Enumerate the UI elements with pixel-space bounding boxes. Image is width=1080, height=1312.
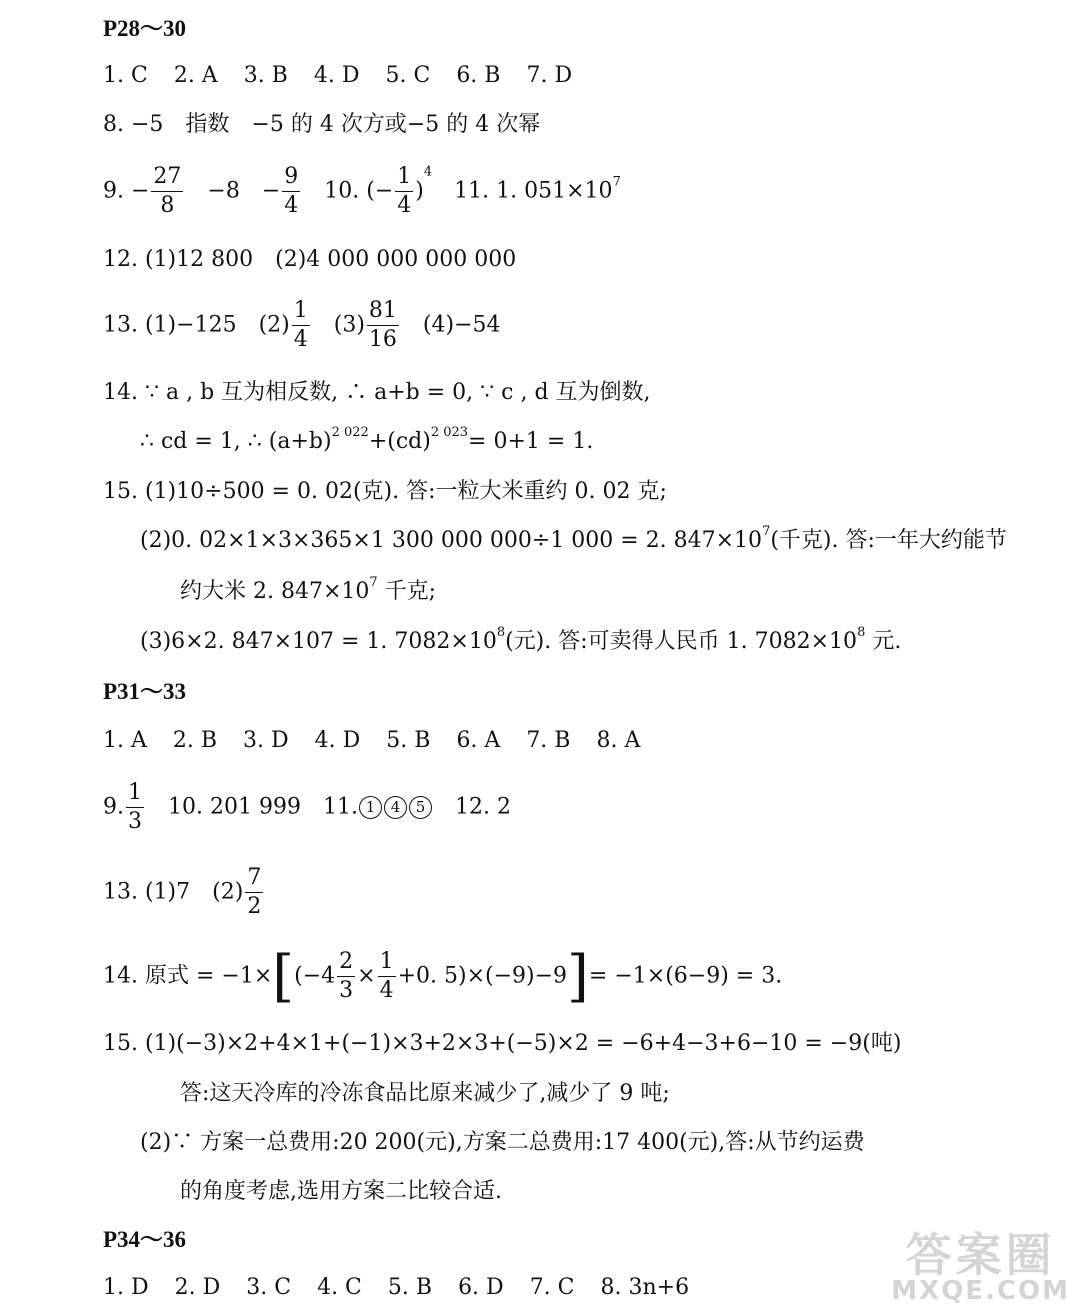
choice-item: 1. C: [103, 63, 148, 88]
answer-15-line2: (2)0. 02×1×3×365×1 300 000 000÷1 000 = 2. $847\times 10^7$(千克). 答:一年大约能节: [140, 524, 1007, 553]
choice-item: 2. A: [173, 63, 218, 88]
choice-item: 2. B: [172, 728, 218, 753]
choice-item: 7. D: [526, 63, 573, 88]
choice-item: 6. B: [456, 63, 501, 88]
fraction: $\frac{1}{4}$: [379, 949, 394, 1003]
choice-item: 5. B: [386, 728, 431, 753]
choice-item: 5. C: [385, 63, 431, 88]
choice-answers-p34: [103, 1274, 715, 1302]
choice-answers-p28: [103, 62, 598, 90]
choice-item: 4. D: [314, 728, 361, 753]
choice-item: 7. C: [529, 1275, 575, 1300]
fraction: $\frac{1}{4}$: [293, 298, 308, 352]
answer-15-p31-line3: (2)∵ 方案一总费用:20 200(元),方案二总费用:17 400(元),答:从节约运费: [140, 1130, 865, 1155]
section-title-p34-36: P34～36: [103, 1227, 187, 1252]
fraction: $\frac{27}{8}$: [153, 164, 182, 218]
answer-8: 8. −5 指数 −5 的 4 次方或−5 的 4 次幂: [103, 112, 541, 137]
choice-item: 3. B: [243, 63, 288, 88]
choice-item: 4. D: [313, 63, 360, 88]
answer-9-12-p31: 9. $\frac{1}{3}$ 10. 201 999 11. 1 4 5 12. 2: [103, 780, 511, 834]
choice-item: 6. A: [456, 728, 501, 753]
choice-item: 8. 3n+6: [600, 1275, 690, 1300]
right-bracket: ]: [567, 943, 589, 1009]
fraction: $\frac{1}{4}$: [397, 164, 412, 218]
choice-item: 5. B: [387, 1275, 433, 1300]
circled-number: 5: [409, 796, 432, 819]
answer-15-line3: 约大米 2. $847\times 10^7$ 千克;: [180, 575, 437, 604]
fraction: $\frac{7}{2}$: [247, 865, 262, 919]
choice-item: 2. D: [174, 1275, 221, 1300]
answer-15-p31-line1: 15. (1)(−3)×2+4×1+(−1)×3+2×3+(−5)×2 = −6+4−3+6−10 = −9(吨): [103, 1031, 902, 1056]
fraction: $\frac{2}{3}$: [339, 949, 354, 1003]
answer-15-line1: 15. (1)10÷500 = 0. 02(克). 答:一粒大米重约 0. 02 克;: [103, 479, 667, 504]
choice-answers-p31: [103, 727, 666, 755]
answer-15-p31-line2: 答:这天冷库的冷冻食品比原来减少了,减少了 9 吨;: [180, 1081, 670, 1106]
choice-item: 6. D: [458, 1275, 504, 1300]
answer-12: 12. (1)12 800 (2)4 000 000 000 000: [103, 247, 517, 272]
choice-item: 1. D: [103, 1275, 149, 1300]
choice-item: 1. A: [103, 728, 147, 753]
section-title-p28-30: P28～30: [103, 16, 187, 41]
answer-13: 13. (1)−125 (2) $\frac{1}{4}$ (3) $\frac{81}{16}$ (4)−54: [103, 298, 501, 352]
answer-9-11: 9. − $\frac{27}{8}$ −8 − $\frac{9}{4}$ 10. (− $\frac{1}{4}$ )$^4$11. 1. $051\times 10^7$: [103, 164, 621, 218]
choice-item: 7. B: [526, 728, 571, 753]
answer-15-p31-line4: 的角度考虑,选用方案二比较合适.: [180, 1179, 502, 1204]
fraction: $\frac{81}{16}$: [368, 298, 397, 352]
answer-15-line4: (3)6×2. 847×107 = 1. $7082\times 10^8$(元). 答:可卖得人民币 1. $7082\times 10^8$ 元.: [140, 625, 902, 654]
fraction: $\frac{9}{4}$: [284, 164, 299, 218]
circled-number: 1: [359, 796, 382, 819]
answer-14-line1: 14. ∵ a , b 互为相反数, ∴ a+b = 0, ∵ c , d 互为倒数,: [103, 380, 651, 405]
choice-item: 3. D: [243, 728, 289, 753]
answer-14-line2: ∴ cd = 1, ∴ $(a+b)^{2 022}+(cd)^{2 023}= 0+1 = 1$.: [140, 425, 594, 454]
answer-14-p31: 14. 原式 = −1×[(−4 $\frac{2}{3}$ × $\frac{1}{4}$ +0. 5)×(−9)−9]= −1×(6−9) = 3.: [103, 943, 783, 1009]
fraction: $\frac{1}{3}$: [128, 780, 142, 834]
answer-13-p31: 13. (1)7 (2) $\frac{7}{2}$: [103, 865, 262, 919]
circled-number: 4: [384, 796, 407, 819]
section-title-p31-33: P31～33: [103, 679, 187, 704]
watermark-logo: 答案圈 MXQE.COM: [891, 1228, 1070, 1306]
choice-item: 3. C: [246, 1275, 292, 1300]
left-bracket: [: [272, 943, 295, 1009]
choice-item: 4. C: [317, 1275, 362, 1300]
choice-item: 8. A: [596, 728, 641, 753]
